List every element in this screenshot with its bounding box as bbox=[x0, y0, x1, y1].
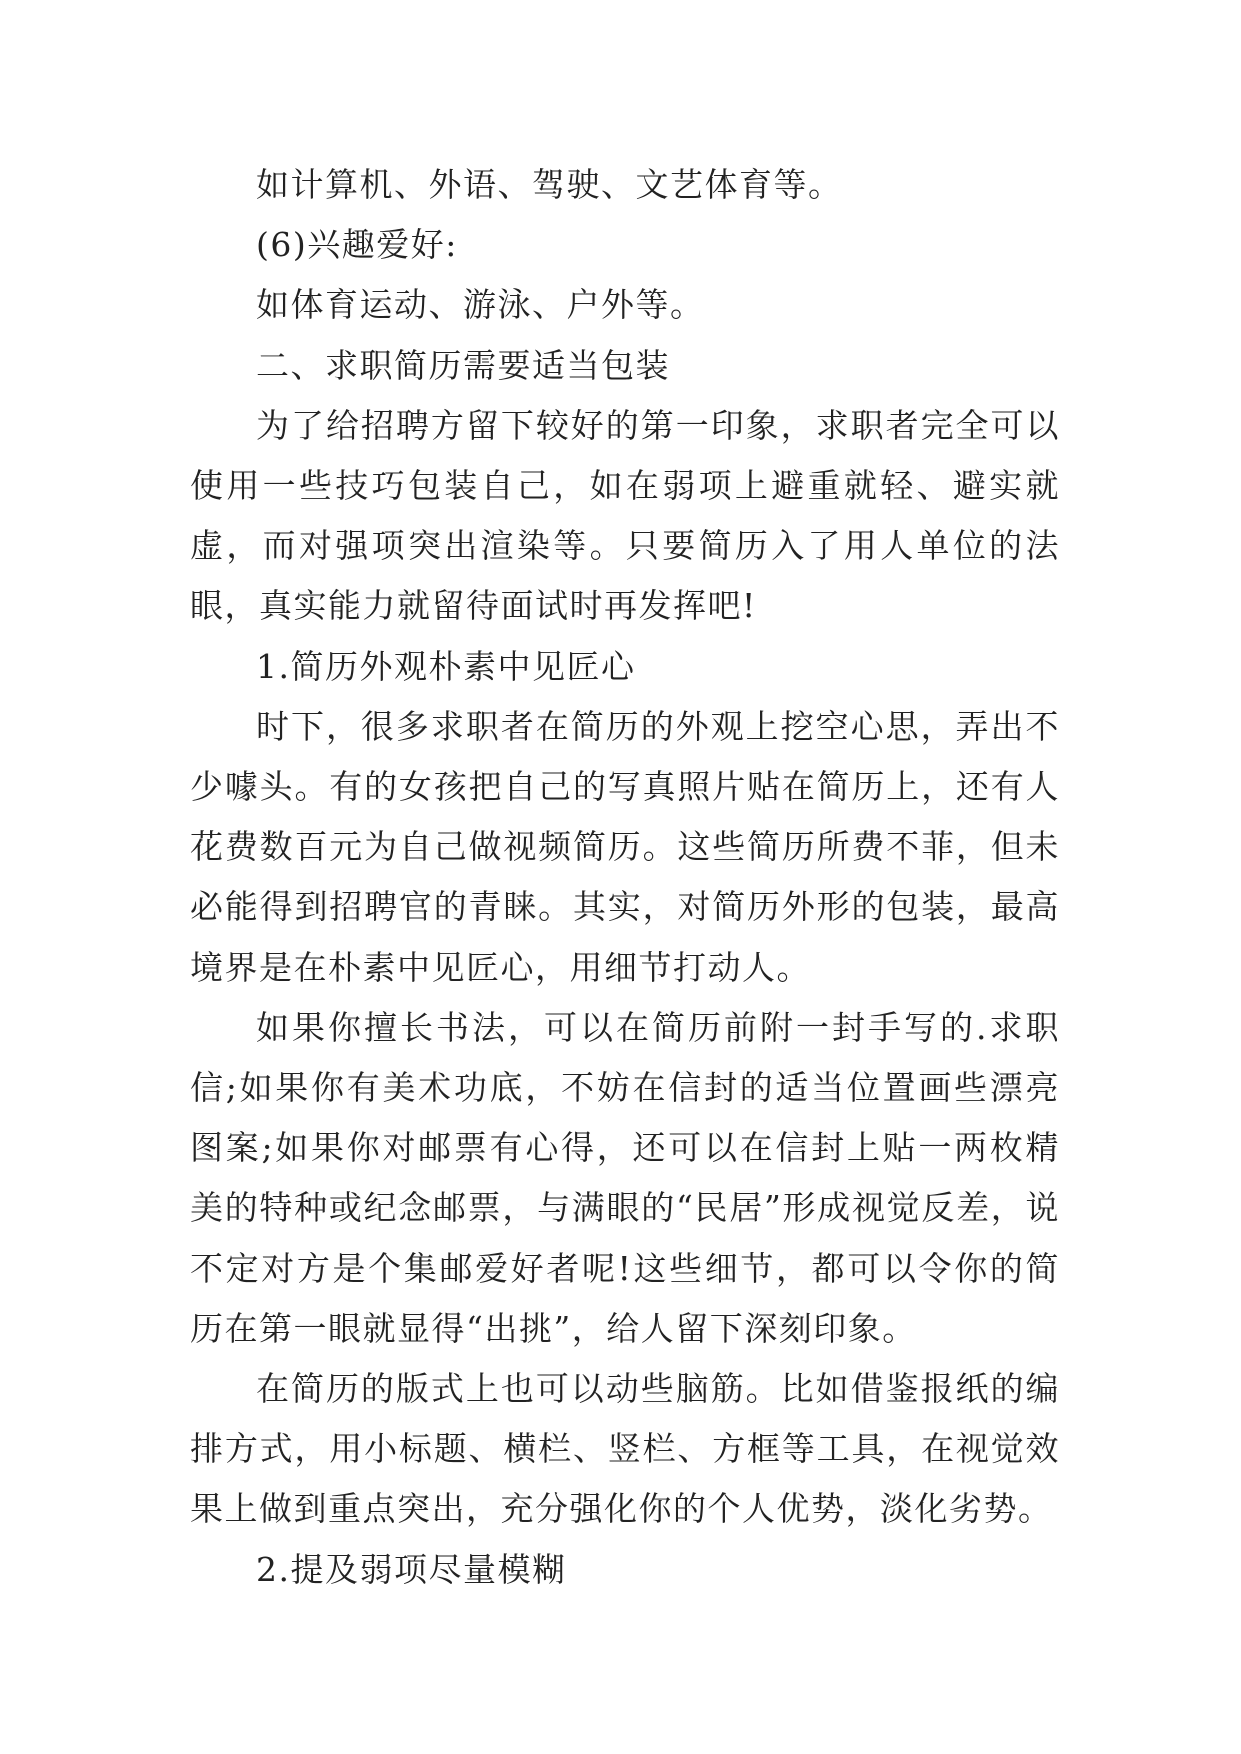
paragraph: 为了给招聘方留下较好的第一印象，求职者完全可以使用一些技巧包装自己，如在弱项上避重就轻、避实就虚，而对强项突出渲染等。只要简历入了用人单位的法眼，真实能力就留待面试时再发挥吧! bbox=[190, 405, 1060, 626]
paragraph: 如计算机、外语、驾驶、文艺体育等。 bbox=[256, 165, 843, 204]
section-heading: 二、求职简历需要适当包装 bbox=[256, 345, 670, 385]
paragraph: 如体育运动、游泳、户外等。 bbox=[256, 285, 705, 325]
subsection-heading: 1.简历外观朴素中见匠心 bbox=[256, 646, 636, 686]
subsection-heading: 2.提及弱项尽量模糊 bbox=[256, 1549, 567, 1589]
list-heading: (6)兴趣爱好: bbox=[256, 225, 458, 265]
paragraph: 时下，很多求职者在简历的外观上挖空心思，弄出不少噱头。有的女孩把自己的写真照片贴在简历上，还有人花费数百元为自己做视频简历。这些简历所费不菲，但未必能得到招聘官的青睐。其实，对简历外形的包装，最高境界是在朴素中见匠心，用细节打动人。 bbox=[190, 706, 1060, 987]
paragraph: 在简历的版式上也可以动些脑筋。比如借鉴报纸的编排方式，用小标题、横栏、竖栏、方框等工具，在视觉效果上做到重点突出，充分强化你的个人优势，淡化劣势。 bbox=[190, 1369, 1060, 1529]
paragraph: 如果你擅长书法，可以在简历前附一封手写的.求职信;如果你有美术功底，不妨在信封的适当位置画些漂亮图案;如果你对邮票有心得，还可以在信封上贴一两枚精美的特种或纪念邮票，与满眼的“民居”形成视觉反差，说不定对方是个集邮爱好者呢!这些细节，都可以令你的简历在第一眼就显得“出挑”，给人留下深刻印象。 bbox=[190, 1007, 1060, 1348]
document-body bbox=[190, 155, 1060, 1600]
